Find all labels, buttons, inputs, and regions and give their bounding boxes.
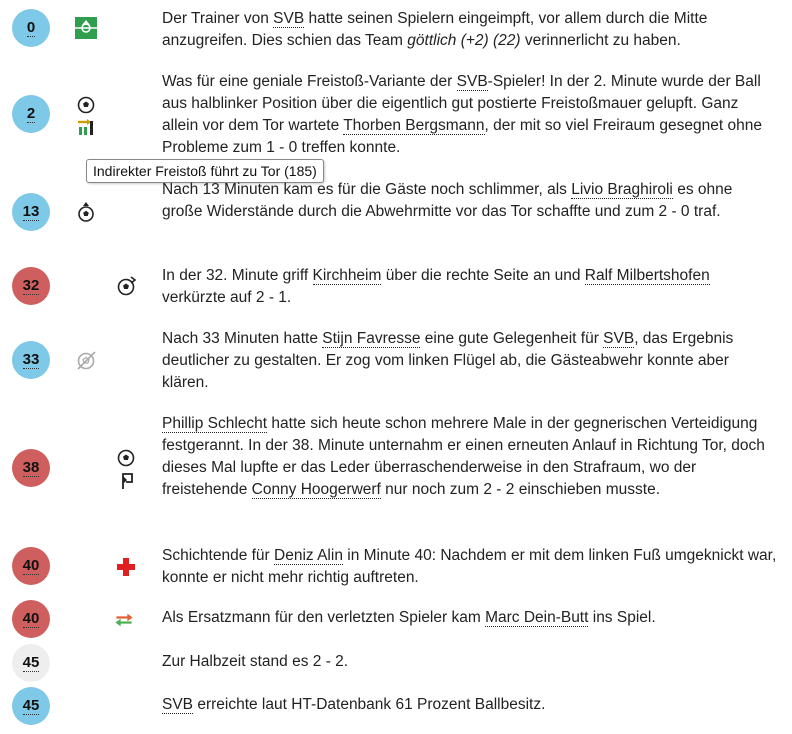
event-text xyxy=(162,8,777,52)
text-segment: hatte sich heute schon mehrere Male in der gegnerischen Verteidigung festgerannt. In der 38. Minute unternahm er einen erneuten Anlauf in Richtung Tor, doch dieses Mal lupfte er das Leder überraschenderweise in den Strafraum, wo der freistehende xyxy=(162,415,765,498)
text-segment: Was für eine geniale Freistoß-Variante der xyxy=(162,73,457,90)
text-segment: Nach 33 Minuten hatte xyxy=(162,330,323,347)
text-segment: -Spieler! In der 2. Minute wurde der Ball aus halblinker Position über die eigentlich gut postierte Freistoßmauer gelupft. Ganz allein vor dem Tor wartete xyxy=(162,73,761,134)
goal-ball-icon xyxy=(75,201,97,223)
text-segment: In der 32. Minute griff xyxy=(162,267,313,284)
substitution-arrows-icon xyxy=(113,609,135,631)
text-segment: erreichte laut HT-Datenbank 61 Prozent Ballbesitz. xyxy=(193,696,546,713)
event-tooltip: Indirekter Freistoß führt zu Tor (185) xyxy=(86,159,324,183)
event-icons xyxy=(73,201,99,223)
minute-badge[interactable]: 2 xyxy=(12,95,50,133)
entity-link[interactable]: Deniz Alin xyxy=(274,547,343,564)
text-segment: hatte seinen Spielern eingeimpft, vor allem durch die Mitte anzugreifen. Dies schien das Team xyxy=(162,10,708,49)
entity-link[interactable]: Kirchheim xyxy=(312,267,382,284)
text-segment: Der Trainer von xyxy=(162,10,274,27)
event-icons xyxy=(73,94,99,138)
entity-link[interactable]: Thorben Bergsmann xyxy=(343,117,485,134)
entity-link[interactable]: Ralf Milbertshofen xyxy=(584,267,710,284)
text-segment: ins Spiel. xyxy=(588,609,656,626)
event-text xyxy=(162,694,777,716)
event-icons xyxy=(73,349,99,371)
event-text xyxy=(162,328,777,394)
event-text xyxy=(162,71,777,159)
event-icons xyxy=(111,609,137,631)
minute-badge[interactable]: 38 xyxy=(12,449,50,487)
text-segment: in Minute 40: Nachdem er mit dem linken Fuß umgeknickt war, konnte er nicht mehr richtig auftreten. xyxy=(162,547,777,586)
event-text xyxy=(162,179,777,223)
minute-badge[interactable]: 32 xyxy=(12,267,50,305)
event-icons xyxy=(113,556,139,578)
entity-link[interactable]: SVB xyxy=(162,696,194,713)
event-text xyxy=(162,413,777,501)
text-segment: verkürzte auf 2 - 1. xyxy=(162,289,292,306)
minute-badge[interactable]: 40 xyxy=(12,547,50,585)
injury-cross-icon xyxy=(115,556,137,578)
text-segment: es ohne große Widerstände durch die Abwehrmitte vor das Tor schaffte und zum 2 - 0 traf. xyxy=(162,181,733,220)
text-segment: Zur Halbzeit stand es 2 - 2. xyxy=(162,653,349,670)
entity-link[interactable]: Livio Braghiroli xyxy=(571,181,673,198)
entity-link[interactable]: Marc Dein-Butt xyxy=(485,609,589,626)
goal-ball-icon xyxy=(115,275,137,297)
event-icons xyxy=(113,447,139,491)
entity-link[interactable]: SVB xyxy=(456,73,488,90)
text-segment: , das Ergebnis deutlicher zu gestalten. Er zog vom linken Flügel ab, die Gästeabwehr konnte aber klären. xyxy=(162,330,734,391)
event-text xyxy=(162,651,777,673)
text-segment: nur noch zum 2 - 2 einschieben musste. xyxy=(380,481,661,498)
entity-link[interactable]: SVB xyxy=(273,10,305,27)
minute-badge[interactable]: 40 xyxy=(12,600,50,638)
text-segment: verinnerlicht zu haben. xyxy=(520,32,681,49)
event-text xyxy=(162,265,777,309)
entity-link[interactable]: Stijn Favresse xyxy=(322,330,421,347)
minute-badge[interactable]: 45 xyxy=(12,687,50,725)
free-kick-icon xyxy=(75,116,97,138)
minute-badge[interactable]: 0 xyxy=(12,9,50,47)
text-segment: Als Ersatzmann für den verletzten Spieler kam xyxy=(162,609,486,626)
entity-link[interactable]: SVB xyxy=(603,330,635,347)
event-icons xyxy=(73,17,99,39)
text-segment: über die rechte Seite an und xyxy=(381,267,585,284)
minute-badge[interactable]: 13 xyxy=(12,193,50,231)
text-segment: Nach 13 Minuten kam es für die Gäste noch schlimmer, als xyxy=(162,181,572,198)
lob-pass-icon xyxy=(115,469,137,491)
entity-link[interactable]: Conny Hoogerwerf xyxy=(251,481,381,498)
text-segment: Schichtende für xyxy=(162,547,275,564)
text-segment: , der mit so viel Freiraum gesegnet ohne Probleme zum 1 - 0 treffen konnte. xyxy=(162,117,762,156)
text-segment: eine gute Gelegenheit für xyxy=(420,330,604,347)
event-text xyxy=(162,607,777,629)
kickoff-icon xyxy=(75,17,97,39)
skill-rating: göttlich (+2) (22) xyxy=(407,32,521,49)
event-icons xyxy=(113,275,139,297)
event-text xyxy=(162,545,777,589)
missed-chance-icon xyxy=(75,349,97,371)
entity-link[interactable]: Phillip Schlecht xyxy=(162,415,268,432)
goal-ball-icon xyxy=(75,94,97,116)
minute-badge[interactable]: 33 xyxy=(12,341,50,379)
minute-badge[interactable]: 45 xyxy=(12,644,50,682)
goal-ball-icon xyxy=(115,447,137,469)
